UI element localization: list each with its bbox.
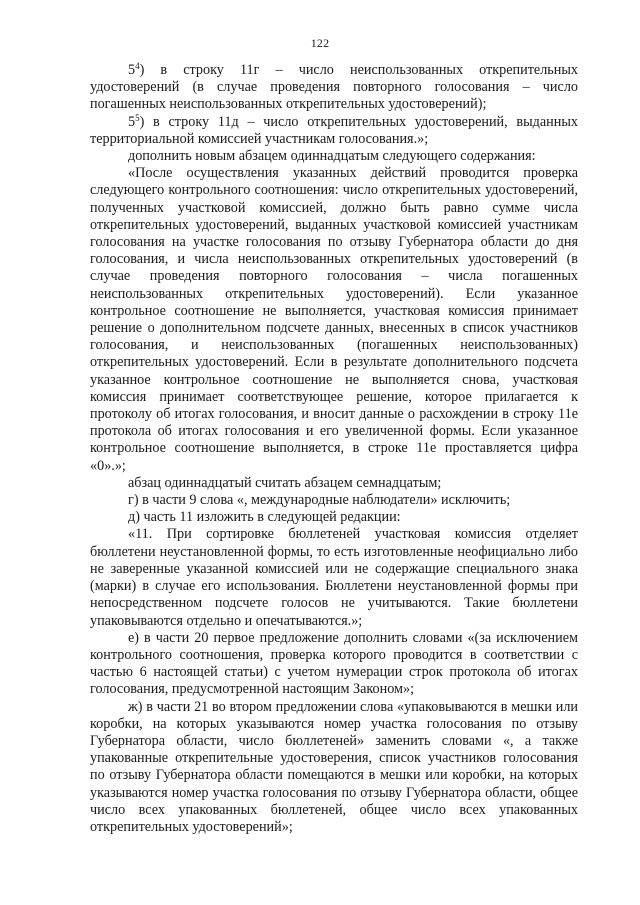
item-superscript: 4 — [135, 61, 140, 71]
page-number: 122 — [310, 36, 330, 50]
paragraph-renumber: абзац одиннадцатый считать абзацем семнадцатым; — [128, 474, 442, 491]
paragraph-control-ratio: «После осуществления указанных действий проводится проверка следующего контрольного соотношения: число открепительных удостоверений, полученных участковой комиссией, должно быть равно сумме числа открепительных удостоверений, выданных участковой комиссией участникам голосования на участке голосования по отзыву Губернатора области до дня голосования, и числа неиспользованных открепительных удостоверений (в случае проведения повторного голосования – числа погашенных неиспользованных открепительных удостоверений). Если указанное контрольное соотношение не выполняется, участковая комиссия принимает решение о дополнительном подсчете данных, внесенных в список участников голосования, и неиспользованных (погашенных неиспользованных) открепительных удостоверений. Если в результате дополнительного подсчета указанное контрольное соотношение не выполняется снова, участковая комиссия принимает соответствующее решение, которое прилагается к протоколу об итогах голосования, и вносит данные о расхождении в строку 11е протокола об итогах голосования и его увеличенной формы. Если указанное контрольное соотношение выполняется, в строке 11е проставляется цифра «0».»; — [90, 165, 578, 474]
paragraph-item-e: е) в части 20 первое предложение дополнить словами «(за исключением контрольного соотношения, проверка которого проводится в соответствии с частью 6 настоящей статьи) с учетом нумерации строк протокола об итогах голосования, предусмотренной настоящим Законом»; — [90, 629, 578, 698]
item-superscript: 5 — [135, 112, 140, 123]
paragraph-part-11: «11. При сортировке бюллетеней участковая комиссия отделяет бюллетени неустановленной формы, то есть изготовленные неофициально либо не заверенные указанной комиссией или не содержащие специального знака (марки) в случае его использования. Бюллетени неустановленной формы при непосредственном подсчете голосов не учитываются. Такие бюллетени упаковываются отдельно и опечатываются.»; — [90, 526, 578, 629]
paragraph-add-eleventh: дополнить новым абзацем одиннадцатым следующего содержания: — [128, 148, 536, 165]
paragraph-item-zh: ж) в части 21 во втором предложении слова «упаковываются в мешки или коробки, на которых указываются номер участка голосования по отзыву Губернатора области, число бюллетеней» заменить словами «, а также упакованные открепительные удостоверения, список участников голосования по отзыву Губернатора области помещаются в мешки или коробки, на которых указываются номер участка голосования по отзыву Губернатора области, общее число всех упакованных бюллетеней, общее число всех упакованных открепительных удостоверений»; — [90, 698, 578, 835]
paragraph-text: ) в строку 11д – число открепительных удостоверений, выданных территориальной комиссией участникам голосования.»; — [90, 113, 578, 147]
paragraph-text: ) в строку 11г – число неиспользованных открепительных удостоверений (в случае проведения повторного голосования – число погашенных неиспользованных открепительных удостоверений); — [90, 62, 578, 113]
item-number: 5 — [128, 62, 136, 78]
document-body — [90, 62, 578, 836]
paragraph-item-g: г) в части 9 слова «, международные наблюдатели» исключить; — [128, 492, 511, 509]
paragraph-item-d: д) часть 11 изложить в следующей редакции: — [128, 509, 401, 526]
item-number: 5 — [128, 113, 136, 130]
paragraph-5-5 — [90, 114, 578, 148]
paragraph-5-4 — [90, 62, 578, 114]
